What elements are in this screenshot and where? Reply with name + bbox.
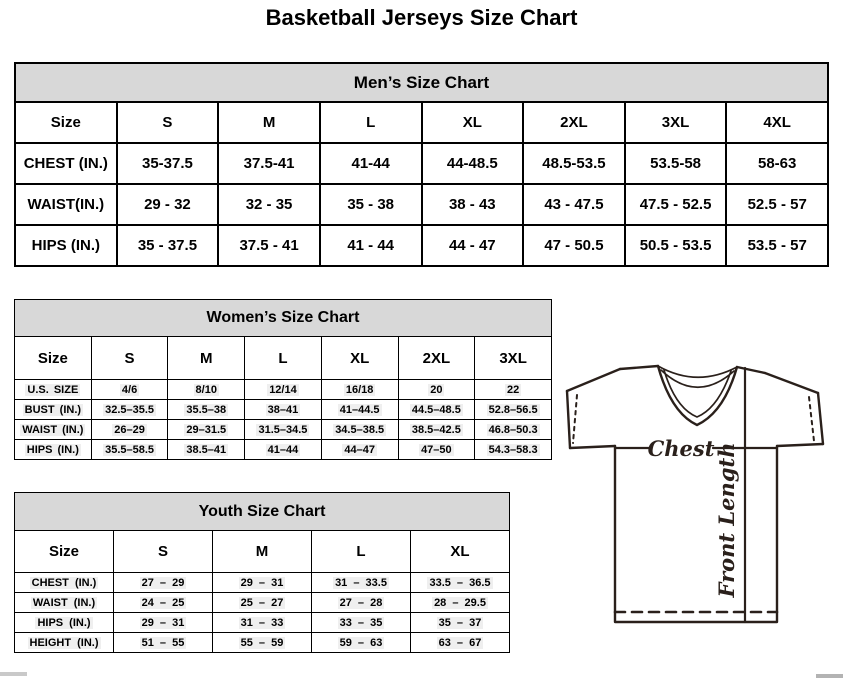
column-header: L xyxy=(320,102,422,143)
row-label: BUST (IN.) xyxy=(15,400,92,420)
size-cell: 27 – 28 xyxy=(312,593,411,613)
size-cell: 29 – 31 xyxy=(213,573,312,593)
size-cell: 35 – 37 xyxy=(411,613,510,633)
size-cell: 4/6 xyxy=(91,380,168,400)
size-cell: 47 - 50.5 xyxy=(523,225,625,266)
size-cell: 31.5–34.5 xyxy=(245,420,322,440)
chest-measure-label: Chest xyxy=(647,436,715,461)
table-body xyxy=(15,143,828,266)
youth-table-title: Youth Size Chart xyxy=(15,493,510,531)
measurement-lines xyxy=(615,368,777,622)
column-header-row xyxy=(15,531,510,573)
table-row xyxy=(15,225,828,266)
size-cell: 12/14 xyxy=(245,380,322,400)
column-header: S xyxy=(114,531,213,573)
size-cell: 44-48.5 xyxy=(422,143,524,184)
size-cell: 41–44.5 xyxy=(321,400,398,420)
size-cell: 31 – 33 xyxy=(213,613,312,633)
size-cell: 44.5–48.5 xyxy=(398,400,475,420)
table-band xyxy=(15,493,510,531)
size-cell: 27 – 29 xyxy=(114,573,213,593)
size-cell: 55 – 59 xyxy=(213,633,312,653)
row-label: HEIGHT (IN.) xyxy=(15,633,114,653)
table-row xyxy=(15,143,828,184)
table-row xyxy=(15,184,828,225)
size-cell: 31 – 33.5 xyxy=(312,573,411,593)
table-row xyxy=(15,633,510,653)
row-label: WAIST (IN.) xyxy=(15,593,114,613)
column-header: 3XL xyxy=(475,337,552,380)
column-header: 2XL xyxy=(398,337,475,380)
column-header-row xyxy=(15,102,828,143)
column-header-row xyxy=(15,337,552,380)
size-cell: 22 xyxy=(475,380,552,400)
table-band xyxy=(15,300,552,337)
scrollbar-fragment-left[interactable] xyxy=(0,672,27,676)
size-cell: 37.5-41 xyxy=(218,143,320,184)
size-cell: 38 - 43 xyxy=(422,184,524,225)
table-row xyxy=(15,440,552,460)
size-cell: 54.3–58.3 xyxy=(475,440,552,460)
size-cell: 41-44 xyxy=(320,143,422,184)
column-header: Size xyxy=(15,102,117,143)
row-label: HIPS (IN.) xyxy=(15,225,117,266)
row-label: HIPS (IN.) xyxy=(15,440,92,460)
mens-table-title: Men’s Size Chart xyxy=(15,63,828,102)
womens-size-table xyxy=(14,299,552,460)
size-cell: 52.5 - 57 xyxy=(726,184,828,225)
size-cell: 26–29 xyxy=(91,420,168,440)
size-cell: 33.5 – 36.5 xyxy=(411,573,510,593)
table-row xyxy=(15,593,510,613)
size-cell: 48.5-53.5 xyxy=(523,143,625,184)
table-row xyxy=(15,573,510,593)
table-row xyxy=(15,400,552,420)
size-cell: 35 - 37.5 xyxy=(117,225,219,266)
column-header: XL xyxy=(411,531,510,573)
size-cell: 20 xyxy=(398,380,475,400)
size-cell: 52.8–56.5 xyxy=(475,400,552,420)
column-header: 2XL xyxy=(523,102,625,143)
size-cell: 32.5–35.5 xyxy=(91,400,168,420)
column-header: M xyxy=(213,531,312,573)
size-cell: 35-37.5 xyxy=(117,143,219,184)
column-header: S xyxy=(117,102,219,143)
size-cell: 38.5–41 xyxy=(168,440,245,460)
womens-table-title: Women’s Size Chart xyxy=(15,300,552,337)
row-label: HIPS (IN.) xyxy=(15,613,114,633)
size-cell: 16/18 xyxy=(321,380,398,400)
size-cell: 58-63 xyxy=(726,143,828,184)
size-cell: 41–44 xyxy=(245,440,322,460)
row-label: WAIST (IN.) xyxy=(15,420,92,440)
youth-size-table xyxy=(14,492,510,653)
column-header: XL xyxy=(321,337,398,380)
size-cell: 44 - 47 xyxy=(422,225,524,266)
column-header: L xyxy=(312,531,411,573)
table-body xyxy=(15,573,510,653)
size-cell: 53.5 - 57 xyxy=(726,225,828,266)
size-cell: 41 - 44 xyxy=(320,225,422,266)
size-cell: 29 – 31 xyxy=(114,613,213,633)
front-length-measure-label: Front Length xyxy=(714,442,739,598)
size-cell: 28 – 29.5 xyxy=(411,593,510,613)
jersey-diagram xyxy=(558,360,838,628)
size-cell: 47.5 - 52.5 xyxy=(625,184,727,225)
size-cell: 34.5–38.5 xyxy=(321,420,398,440)
column-header: M xyxy=(218,102,320,143)
size-cell: 24 – 25 xyxy=(114,593,213,613)
table-band xyxy=(15,63,828,102)
size-cell: 29–31.5 xyxy=(168,420,245,440)
size-cell: 29 - 32 xyxy=(117,184,219,225)
mens-size-table xyxy=(14,62,829,267)
column-header: Size xyxy=(15,531,114,573)
size-cell: 35.5–58.5 xyxy=(91,440,168,460)
size-cell: 38.5–42.5 xyxy=(398,420,475,440)
size-cell: 50.5 - 53.5 xyxy=(625,225,727,266)
size-cell: 35 - 38 xyxy=(320,184,422,225)
row-label: U.S. SIZE xyxy=(15,380,92,400)
size-cell: 47–50 xyxy=(398,440,475,460)
column-header: XL xyxy=(422,102,524,143)
row-label: CHEST (IN.) xyxy=(15,143,117,184)
size-cell: 44–47 xyxy=(321,440,398,460)
column-header: 4XL xyxy=(726,102,828,143)
size-cell: 33 – 35 xyxy=(312,613,411,633)
size-cell: 8/10 xyxy=(168,380,245,400)
size-cell: 35.5–38 xyxy=(168,400,245,420)
size-cell: 43 - 47.5 xyxy=(523,184,625,225)
column-header: Size xyxy=(15,337,92,380)
column-header: M xyxy=(168,337,245,380)
table-row xyxy=(15,613,510,633)
jersey-outline-shape xyxy=(567,366,823,622)
size-cell: 38–41 xyxy=(245,400,322,420)
column-header: L xyxy=(245,337,322,380)
page-title: Basketball Jerseys Size Chart xyxy=(265,5,578,30)
column-header: S xyxy=(91,337,168,380)
table-row xyxy=(15,420,552,440)
scrollbar-fragment-right[interactable] xyxy=(816,674,843,678)
size-cell: 59 – 63 xyxy=(312,633,411,653)
size-cell: 46.8–50.3 xyxy=(475,420,552,440)
column-header: 3XL xyxy=(625,102,727,143)
size-cell: 37.5 - 41 xyxy=(218,225,320,266)
size-cell: 53.5-58 xyxy=(625,143,727,184)
size-cell: 51 – 55 xyxy=(114,633,213,653)
table-row xyxy=(15,380,552,400)
row-label: CHEST (IN.) xyxy=(15,573,114,593)
size-cell: 25 – 27 xyxy=(213,593,312,613)
table-body xyxy=(15,380,552,460)
size-cell: 32 - 35 xyxy=(218,184,320,225)
row-label: WAIST(IN.) xyxy=(15,184,117,225)
size-cell: 63 – 67 xyxy=(411,633,510,653)
